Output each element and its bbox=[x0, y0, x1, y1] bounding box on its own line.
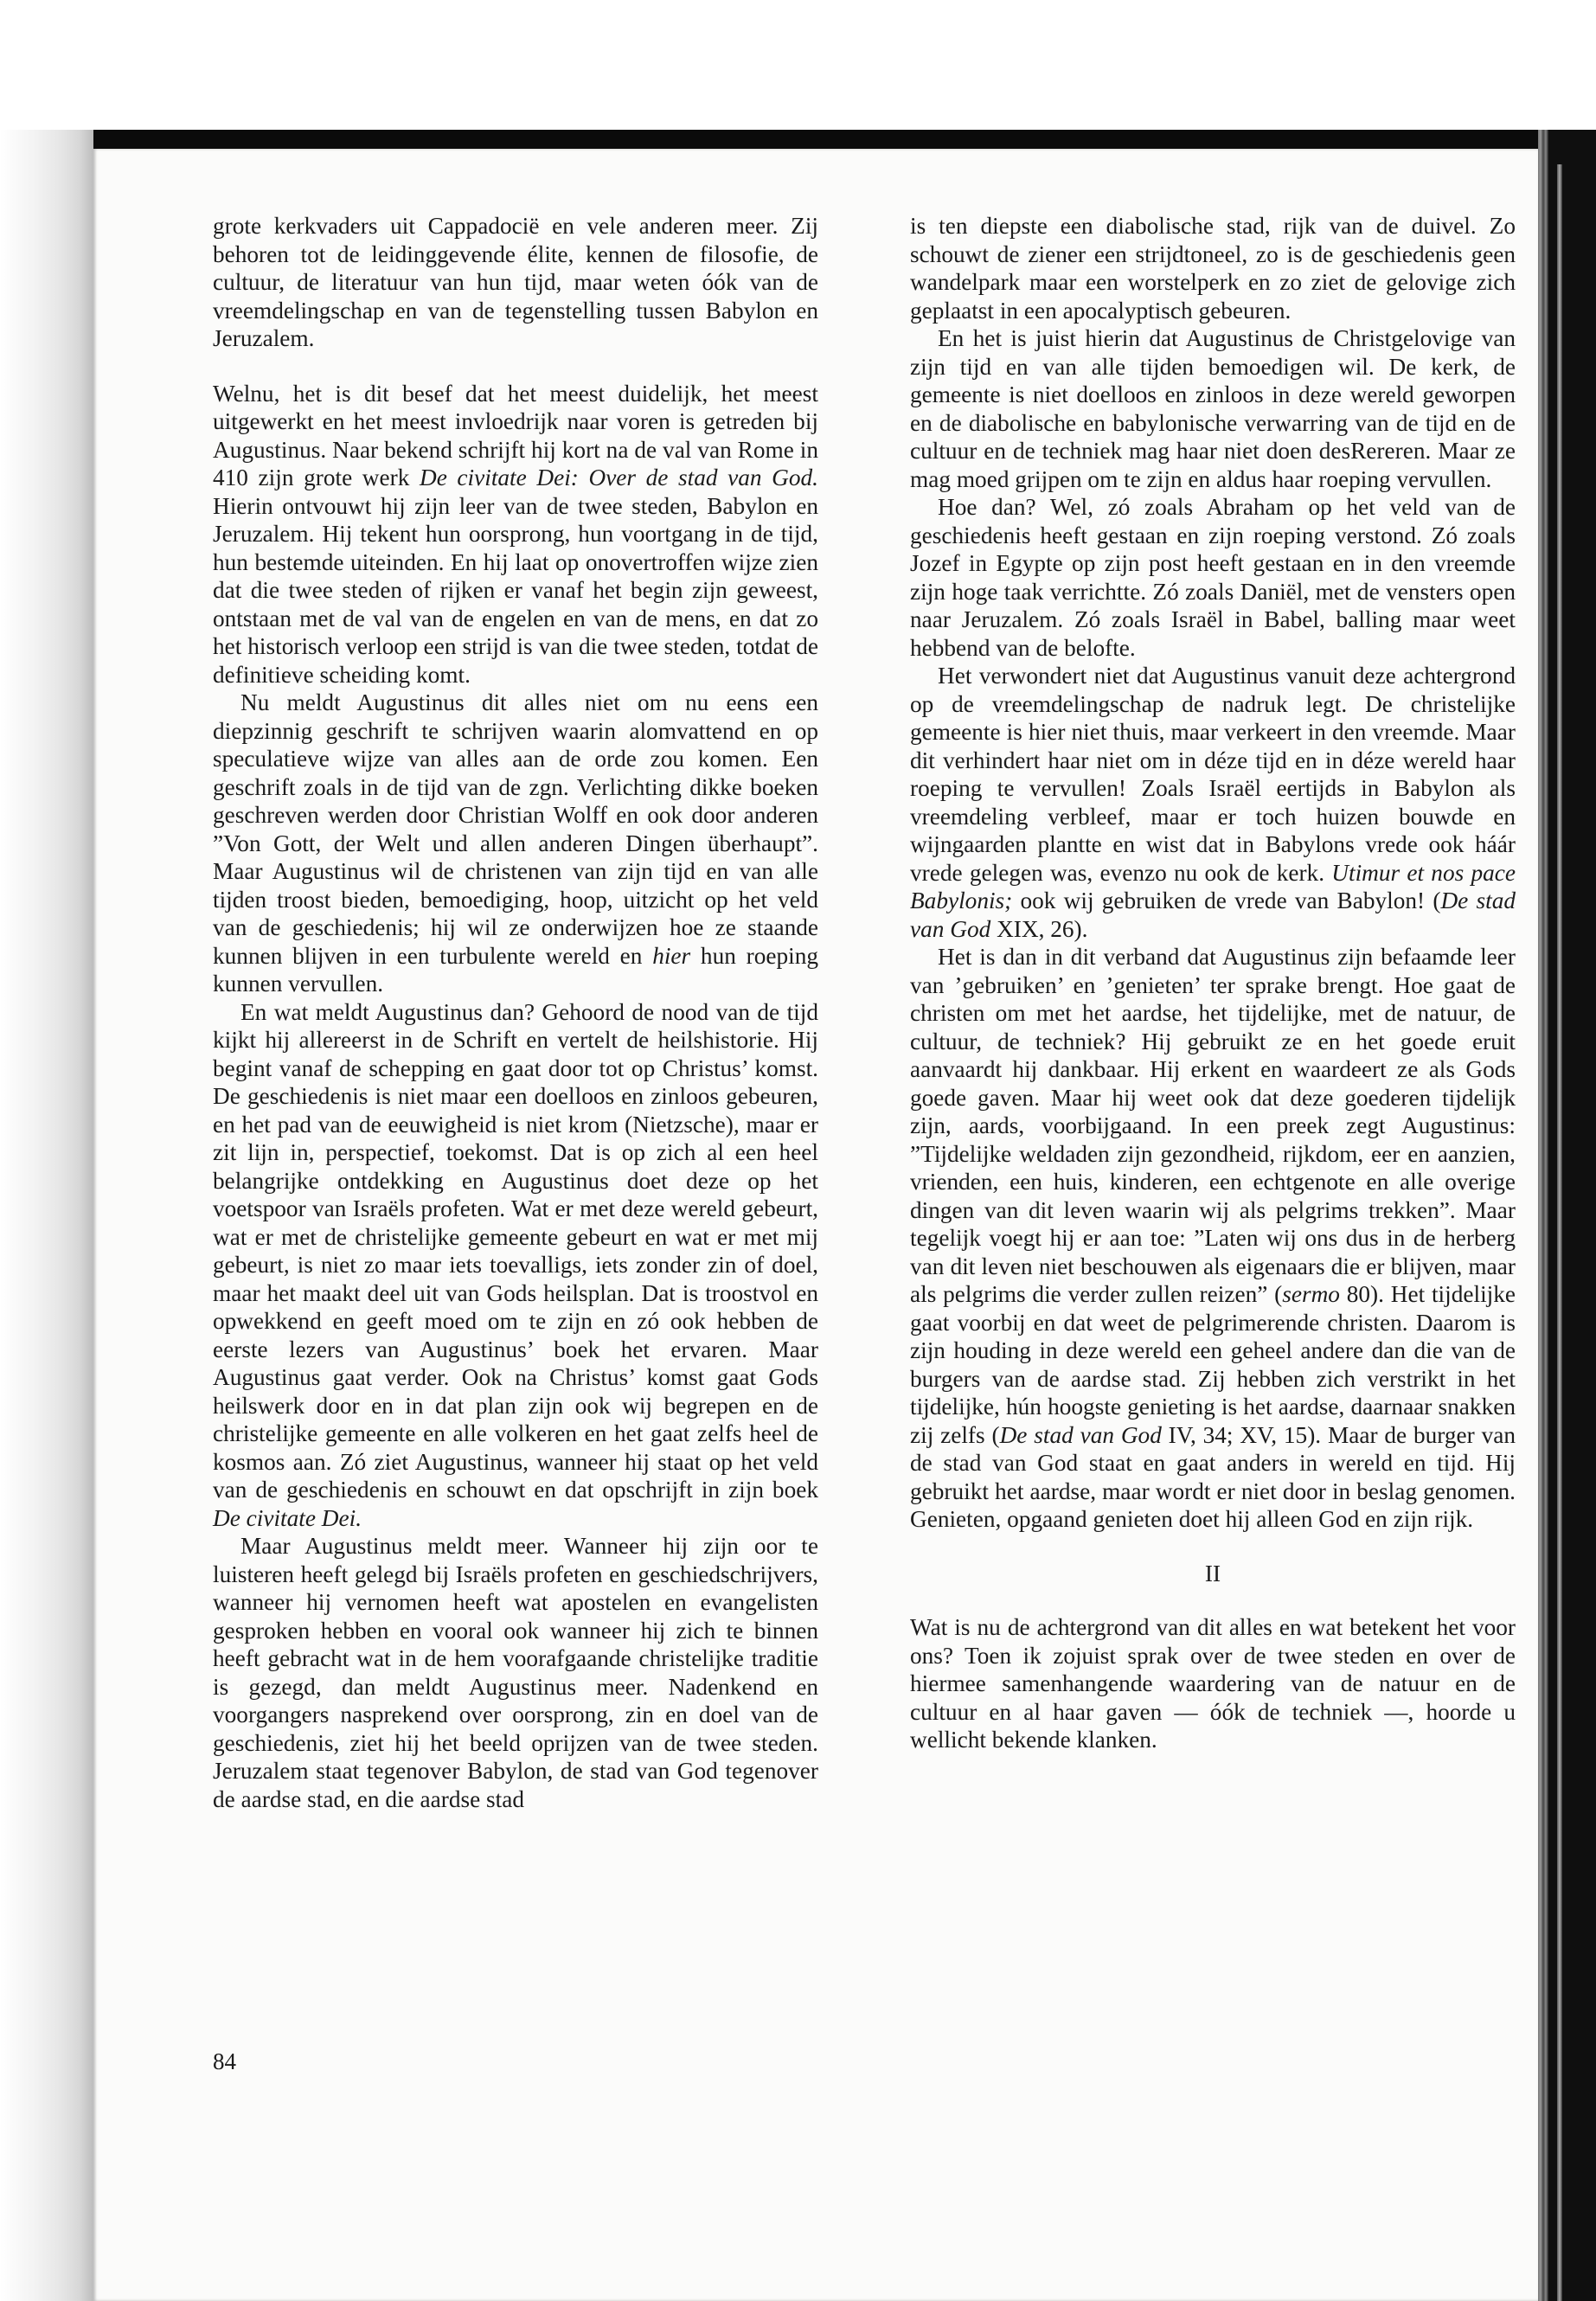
right-text-column bbox=[910, 212, 1516, 1754]
text-run: Wat is nu de achtergrond van dit alles en wat betekent het voor ons? Toen ik zojuist sprak over de twee steden en over de hiermee samenhangende waardering van de natuur en de cultuur en al haar gaven — óók de techniek —, hoorde u wellicht bekende klanken. bbox=[910, 1614, 1516, 1753]
paragraph bbox=[910, 662, 1516, 943]
text-run: grote kerkvaders uit Cappadocië en vele anderen meer. Zij behoren tot de leidinggevende élite, kennen de filosofie, de cultuur, de literatuur van hun tijd, maar weten óók van de vreemdelingschap en van de tegenstelling tussen Babylon en Jeruzalem. bbox=[213, 213, 818, 351]
text-run: IV, 34; XV, 15). Maar de burger van de stad van God staat en gaat anders in wereld en tijd. Hij gebruikt het aardse, maar wordt er niet door in beslag genomen. Genieten, opgaand genieten doet hij alleen God en zijn rijk. bbox=[910, 1421, 1516, 1532]
text-run: Het is dan in dit verband dat Augustinus zijn befaamde leer van ’gebruiken’ en ’genieten’ ter sprake brengt. Hoe gaat de christen om met het aardse, het tijdelijke, met de natuur, de cultuur, de techniek? Hij gebruikt ze en het goede eruit aanvaardt hij dankbaar. Hij erkent en waardeert ze als Gods goede gaven. Maar hij weet ook dat deze goederen tijdelijk zijn, aards, voorbijgaand. In een preek zegt Augustinus: ”Tijdelijke weldaden zijn gezondheid, rijkdom, eer en aanzien, vrienden, een huis, kinderen, een echtgenote en alle overige dingen van dit leven waarin wij als pelgrims trekken”. Maar tegelijk voegt hij er aan toe: ”Laten wij ons dus in de herberg van dit leven niet beschouwen als eigenaars die er blijven, maar als pelgrims die verder zullen reizen” ( bbox=[910, 944, 1516, 1307]
italic-text: De civitate Dei. bbox=[213, 1504, 362, 1531]
page-number: 84 bbox=[213, 2048, 236, 2074]
paragraph bbox=[910, 324, 1516, 493]
book-page-stack-inner bbox=[1557, 164, 1562, 2301]
text-run: Het verwondert niet dat Augustinus vanuit deze achtergrond op de vreemdelingschap de nadruk legt. De christelijke gemeente is hier niet thuis, maar verkeert in den vreemde. Maar dit verhindert haar niet om in déze tijd en in déze wereld haar roeping te vervullen! Zoals Israël eertijds in Babylon als vreemdeling verbleef, maar er toch huizen bouwde en wijngaarden plantte en wist dat in Babylons vrede ook háár vrede gelegen was, evenzo nu ook de kerk. bbox=[910, 663, 1516, 886]
text-run: Hierin ontvouwt hij zijn leer van de twee steden, Babylon en Jeruzalem. Hij tekent hun oorsprong, hun voortgang in de tijd, hun bestemde uiteinden. En hij laat op onovertroffen wijze zien dat die twee steden of rijken er vanaf het begin zijn geweest, ontstaan met de val van de engelen en van de mens, en dat zo het historisch verloop een strijd is van die twee steden, totdat de definitieve scheiding komt. bbox=[213, 492, 818, 688]
italic-text: De civitate Dei: Over de stad van God. bbox=[419, 465, 819, 490]
italic-text: sermo bbox=[1282, 1281, 1340, 1307]
paragraph bbox=[213, 689, 818, 998]
text-run: XIX, 26). bbox=[990, 915, 1088, 942]
text-run: En wat meldt Augustinus dan? Gehoord de nood van de tijd kijkt hij allereerst in de Schrift en vertelt de heilshistorie. Hij begint vanaf de schepping en gaat door tot op Christus’ komst. De geschiedenis is niet maar een doelloos en zinloos gebeuren, en het pad van de eeuwigheid is niet krom (Nietzsche), maar er zit lijn in, perspectief, toekomst. Dat is op zich al een heel belangrijke ontdekking en Augustinus doet deze op het voetspoor van Israëls profeten. Wat er met deze wereld gebeurt, wat er met de christelijke gemeente gebeurt en wat er met mij gebeurt, is niet zo maar iets toevalligs, iets zonder zin of doel, maar het maakt deel uit van Gods heilsplan. Dat is troostvol en opwekkend en geeft moed om te zijn en zó ook hebben de eerste lezers van Augustinus’ boek het ervaren. Maar Augustinus gaat verder. Ook na Christus’ komst gaat Gods heilswerk door en in dat plan zijn ook wij begrepen en de christelijke gemeente en alle volkeren en het gaat zelfs heel de kosmos aan. Zó ziet Augustinus, wanneer hij staat op het veld van de geschiedenis en schouwt en dat opschrijft in zijn boek bbox=[213, 998, 818, 1503]
text-run: Welnu, het is dit besef dat het meest duidelijk, het meest uitgewerkt en het meest invloedrijk naar voren is getreden bij Augustinus. Naar bekend schrijft hij kort na de val van Rome in 410 zijn grote werk bbox=[213, 380, 818, 490]
paragraph bbox=[213, 380, 818, 689]
text-run: hun roeping kunnen vervullen. bbox=[213, 942, 818, 997]
book-left-edge bbox=[0, 130, 93, 2301]
book-page-stack bbox=[1538, 130, 1548, 2301]
paragraph bbox=[213, 1532, 818, 1813]
italic-text: hier bbox=[652, 942, 691, 969]
paragraph bbox=[213, 998, 818, 1533]
text-run: is ten diepste een diabolische stad, rijk van de duivel. Zo schouwt de ziener een strijdtoneel, zo is de geschiedenis geen wandelpark maar een worstelperk en zo ziet de gelovige zich geplaatst in een apocalyptisch gebeuren. bbox=[910, 213, 1516, 324]
italic-text: De stad van God bbox=[910, 888, 1516, 942]
text-run: Nu meldt Augustinus dit alles niet om nu eens een diepzinnig geschrift te schrijven waarin alomvattend en op speculatieve wijze van alles aan de orde zou komen. Een geschrift zoals in de tijd van de zgn. Verlichting dikke boeken geschreven werden door Christian Wolff en ook door anderen ”Von Gott, der Welt und allen anderen Dingen überhaupt”. Maar Augustinus wil de christenen van zijn tijd en van alle tijden troost bieden, bemoediging, hoop, uitzicht op het veld van de geschiedenis; hij wil ze onderwijzen hoe ze staande kunnen blijven in een turbulente wereld en bbox=[213, 689, 818, 969]
scan-top-margin bbox=[0, 0, 1596, 130]
text-run: En het is juist hierin dat Augustinus de Christgelovige van zijn tijd en van alle tijden bemoedigen wil. De kerk, de gemeente is niet doelloos en zinloos in deze wereld geworpen en de diabolische en babylonische verwarring van de tijd en de cultuur en de techniek mag haar niet doen desRereren. Maar ze mag moed grijpen om te zijn en aldus haar roeping vervullen. bbox=[910, 325, 1516, 492]
paragraph bbox=[910, 943, 1516, 1534]
text-run: Hoe dan? Wel, zó zoals Abraham op het veld van de geschiedenis heeft gestaan en zijn roeping verstond. Zó zoals Jozef in Egypte op zijn post heeft gestaan en in den vreemde zijn hoge taak verrichtte. Zó zoals Daniël, met de vensters open naar Jeruzalem. Zó zoals Israël in Babel, balling maar weet hebbend van de belofte. bbox=[910, 494, 1516, 661]
paragraph bbox=[910, 1613, 1516, 1754]
paragraph bbox=[910, 493, 1516, 662]
paragraph bbox=[910, 212, 1516, 324]
text-run: ook wij gebruiken de vrede van Babylon! ( bbox=[1012, 888, 1441, 913]
italic-text: De stad van God bbox=[999, 1421, 1162, 1448]
italic-text: Utimur et nos pace Babylonis; bbox=[910, 859, 1516, 913]
text-run: Maar Augustinus meldt meer. Wanneer hij zijn oor te luisteren heeft gelegd bij Israëls profeten en geschiedschrijvers, wanneer hij vernomen heeft wat apostelen en evangelisten gesproken hebben en vooral ook wanneer hij zich te binnen heeft gebracht wat in de hem voorafgaande christelijke traditie is gezegd, dan meldt Augustinus meer. Nadenkend en voorgangers nasprekend over oorsprong, zin en doel van de geschiedenis, ziet hij het beeld oprijzen van de twee steden. Jeruzalem staat tegenover Babylon, de stad van God tegenover de aardse stad, en die aardse stad bbox=[213, 1533, 818, 1812]
left-text-column bbox=[213, 212, 818, 1813]
section-heading: II bbox=[1204, 1560, 1221, 1586]
paragraph bbox=[213, 212, 818, 353]
text-run: 80). Het tijdelijke gaat voorbij en dat weet de pelgrimerende christen. Daarom is zijn houding in deze wereld een geheel andere dan die van de burgers van de aardse stad. Zij hebben zich verstrikt in het tijdelijke, hún hoogste genieting is het aardse, daarnaar snakken zij zelfs ( bbox=[910, 1281, 1516, 1448]
